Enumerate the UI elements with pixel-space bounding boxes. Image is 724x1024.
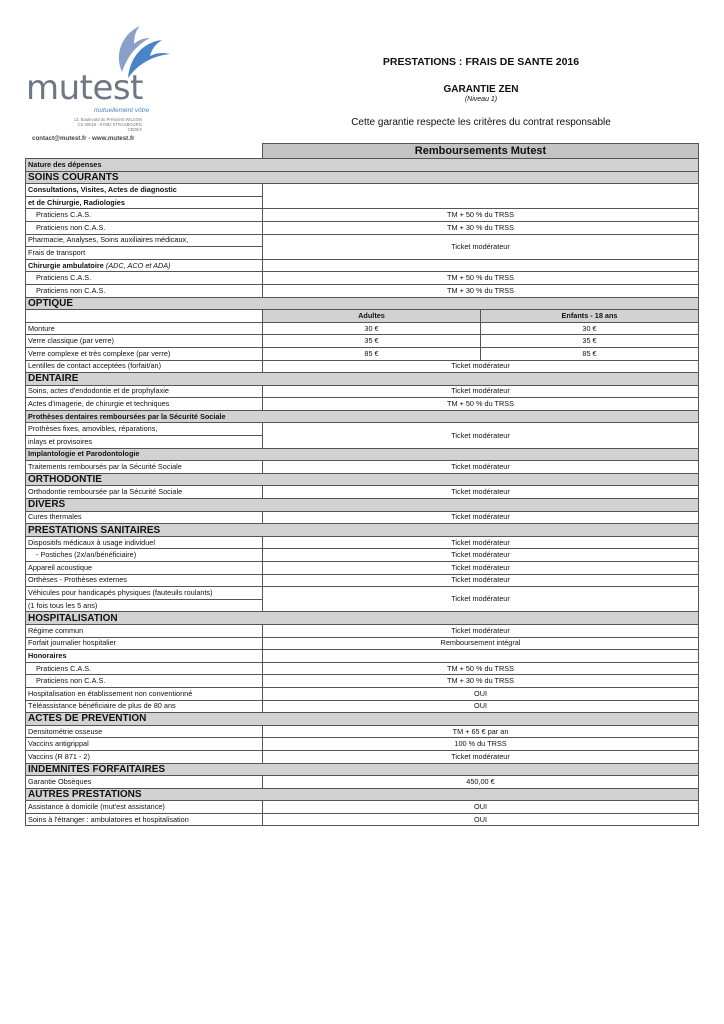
table-row: Assistance à domicile (mut'est assistance) OUI <box>26 801 699 814</box>
table-row: Praticiens C.A.S. TM + 50 % du TRSS <box>26 662 699 675</box>
brand-tagline: mutuellement vôtre <box>94 107 150 114</box>
table-row: Dispositifs médicaux à usage individuel Ticket modérateur <box>26 536 699 549</box>
section-header: DENTAIRE <box>26 373 699 386</box>
table-row: Soins, actes d'endodontie et de prophylaxie Ticket modérateur <box>26 385 699 398</box>
table-row: Chirurgie ambulatoire (ADC, ACO et ADA) <box>26 259 699 272</box>
table-row: Verre classique (par verre) 35 € 35 € <box>26 335 699 348</box>
table-row: Praticiens C.A.S. TM + 50 % du TRSS <box>26 209 699 222</box>
table-row: Verre complexe et très complexe (par verre) 85 € 85 € <box>26 347 699 360</box>
table-row: Praticiens non C.A.S. TM + 30 % du TRSS <box>26 221 699 234</box>
table-row: Prothèses fixes, amovibles, réparations, Ticket modérateur <box>26 423 699 436</box>
table-row: Forfait journalier hospitalier Remboursement intégral <box>26 637 699 650</box>
table-header-row <box>26 144 699 159</box>
section-header: HOSPITALISATION <box>26 612 699 625</box>
section-header: PRESTATIONS SANITAIRES <box>26 524 699 537</box>
table-row: Praticiens C.A.S. TM + 50 % du TRSS <box>26 272 699 285</box>
section-header: SOINS COURANTS <box>26 171 699 184</box>
table-row: Garantie Obsèques 450,00 € <box>26 776 699 789</box>
brand-address: 13, Boulevard du Président WILSON CS 60019 - 67082 STRASBOURG CEDEX <box>73 117 142 132</box>
table-row <box>26 310 699 323</box>
table-row: Vaccins antigrippal 100 % du TRSS <box>26 738 699 751</box>
table-row: inlays et provisoires <box>26 436 699 449</box>
adultes-header: Adultes <box>263 310 481 323</box>
nature-header: Nature des dépenses <box>26 159 699 172</box>
brand-wordmark: mutest <box>26 68 143 108</box>
table-row: Densitométrie osseuse TM + 65 € par an <box>26 725 699 738</box>
subsection-header: Prothèses dentaires remboursées par la Sécurité Sociale <box>26 410 699 423</box>
table-row <box>26 159 699 172</box>
table-row: - Postiches (2x/an/bénéficiaire) Ticket modérateur <box>26 549 699 562</box>
garantie-title: GARANTIE ZEN <box>443 84 519 95</box>
column-header: Remboursements Mutest <box>263 144 699 159</box>
table-row: Traitements remboursés par la Sécurité Sociale Ticket modérateur <box>26 461 699 474</box>
garantie-level: (Niveau 1) <box>464 96 498 103</box>
section-header: OPTIQUE <box>26 297 699 310</box>
table-row: Consultations, Visites, Actes de diagnostic <box>26 184 699 197</box>
contract-note: Cette garantie respecte les critères du contrat responsable <box>351 117 611 128</box>
benefits-table <box>25 143 699 826</box>
table-row: Pharmacie, Analyses, Soins auxiliaires médicaux, Ticket modérateur <box>26 234 699 247</box>
table-row: Cures thermales Ticket modérateur <box>26 511 699 524</box>
table-row: Orthèses - Prothèses externes Ticket modérateur <box>26 574 699 587</box>
table-row: Régime commun Ticket modérateur <box>26 624 699 637</box>
table-row: Honoraires <box>26 650 699 663</box>
table-row: et de Chirurgie, Radiologies <box>26 196 699 209</box>
enfants-header: Enfants - 18 ans <box>481 310 699 323</box>
section-header: ORTHODONTIE <box>26 473 699 486</box>
table-row: Orthodontie remboursée par la Sécurité Sociale Ticket modérateur <box>26 486 699 499</box>
subsection-header: Implantologie et Parodontologie <box>26 448 699 461</box>
table-row: Appareil acoustique Ticket modérateur <box>26 562 699 575</box>
table-row: Frais de transport <box>26 247 699 260</box>
table-row: (1 fois tous les 5 ans) <box>26 599 699 612</box>
section-header: INDEMNITES FORFAITAIRES <box>26 763 699 776</box>
table-row: Praticiens non C.A.S. TM + 30 % du TRSS <box>26 284 699 297</box>
section-header: ACTES DE PREVENTION <box>26 713 699 726</box>
section-header: DIVERS <box>26 499 699 512</box>
table-row: Soins à l'étranger : ambulatoires et hospitalisation OUI <box>26 813 699 826</box>
section-header: AUTRES PRESTATIONS <box>26 788 699 801</box>
table-row: Lentilles de contact acceptées (forfait/an) Ticket modérateur <box>26 360 699 373</box>
table-row: Véhicules pour handicapés physiques (fauteuils roulants) Ticket modérateur <box>26 587 699 600</box>
table-row: Praticiens non C.A.S. TM + 30 % du TRSS <box>26 675 699 688</box>
table-row: Vaccins (R 871 - 2) Ticket modérateur <box>26 750 699 763</box>
mutest-logo <box>24 20 184 142</box>
table-row: Monture 30 € 30 € <box>26 322 699 335</box>
table-row: Hospitalisation en établissement non conventionné OUI <box>26 687 699 700</box>
table-row: Téléassistance bénéficiaire de plus de 80 ans OUI <box>26 700 699 713</box>
brand-contact: contact@mutest.fr - www.mutest.fr <box>32 135 135 142</box>
page-title: PRESTATIONS : FRAIS DE SANTE 2016 <box>382 56 580 68</box>
table-row: Actes d'imagerie, de chirurgie et techniques TM + 50 % du TRSS <box>26 398 699 411</box>
